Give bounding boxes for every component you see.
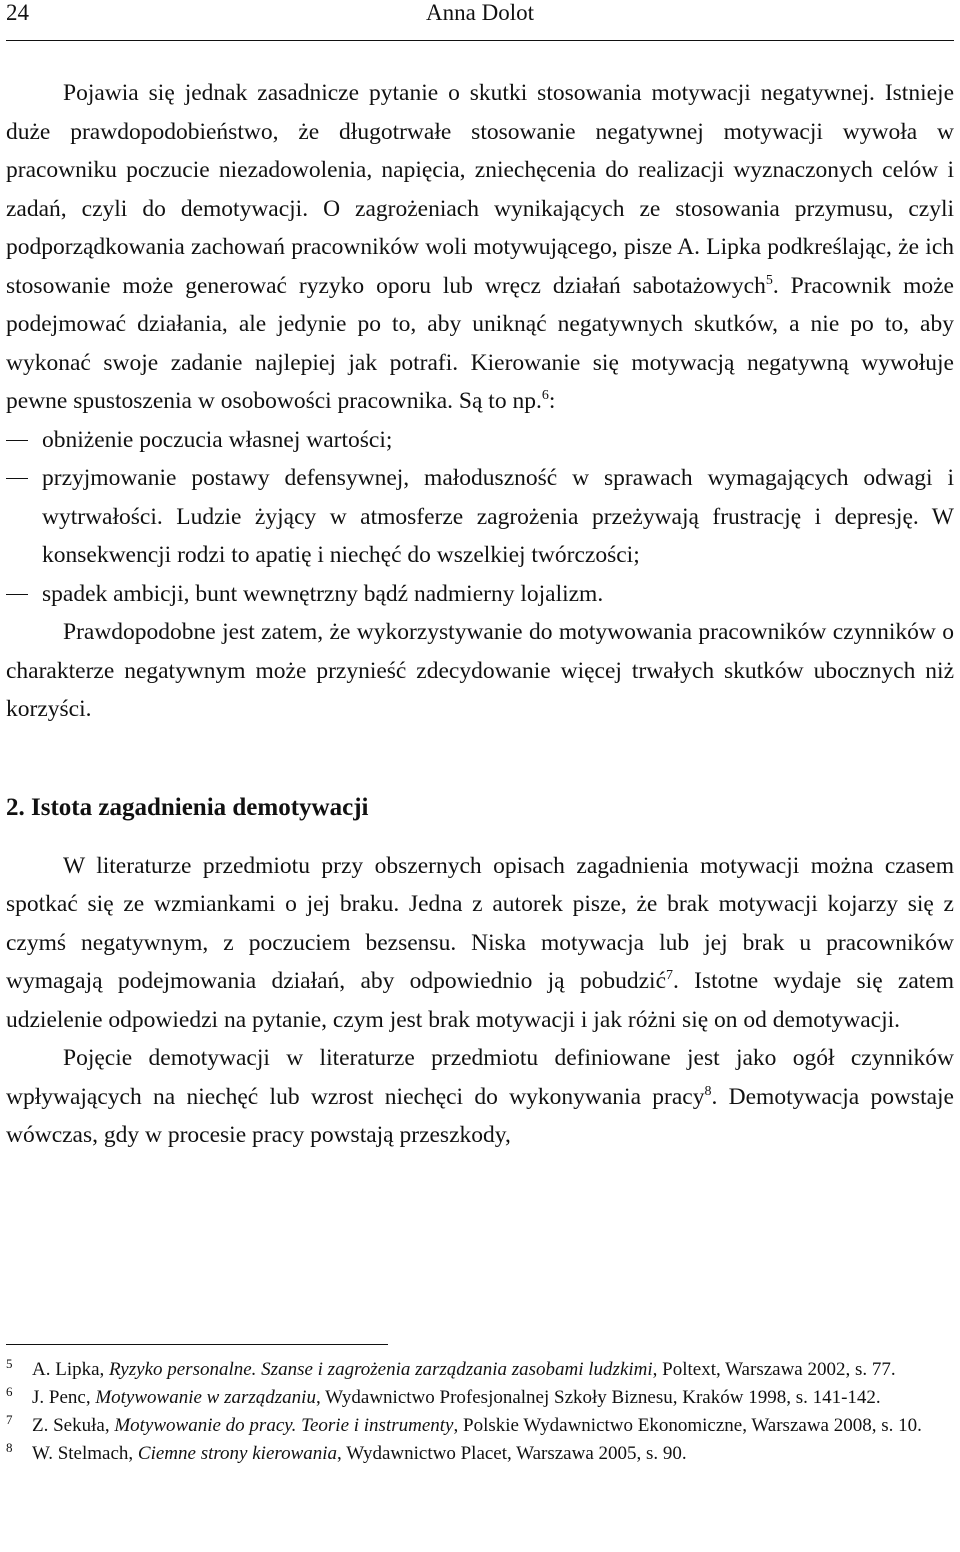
footnote-ref-6[interactable]: 6 <box>541 388 549 403</box>
running-header <box>6 0 954 41</box>
effects-list <box>6 421 954 614</box>
footnote-author: J. Penc, <box>32 1387 96 1408</box>
footnote-title: Motywowanie w zarządzaniu <box>95 1387 316 1408</box>
footnote-ref-7[interactable]: 7 <box>666 968 674 983</box>
footnote-author: Z. Sekuła, <box>32 1415 115 1436</box>
footnote-number: 7 <box>6 1412 13 1427</box>
paragraph-definition <box>6 1039 954 1155</box>
footnote <box>6 1384 954 1412</box>
paragraph-text: Pojęcie demotywacji w literaturze przedmiotu definiowane jest jako ogół czynników wpływających na niechęć lub wzrost niechęci do wykonywania pracy <box>6 1045 954 1110</box>
dash-bullet-icon <box>6 440 28 441</box>
running-head-author: Anna Dolot <box>426 0 534 25</box>
footnote-number: 6 <box>6 1384 13 1399</box>
footnote-publisher: , Poltext, Warszawa 2002, s. 77. <box>652 1359 896 1380</box>
footnote <box>6 1412 954 1440</box>
paragraph-text: . Demotywacja powstaje wówczas, gdy w procesie pracy powstają przeszkody, <box>6 1083 954 1148</box>
footnote-title: Motywowanie do pracy. Teorie i instrumenty <box>114 1415 454 1436</box>
footnote-number: 5 <box>6 1356 13 1371</box>
section-heading: 2. Istota zagadnienia demotywacji <box>6 793 369 821</box>
footnote-publisher: , Wydawnictwo Profesjonalnej Szkoły Biznesu, Kraków 1998, s. 141-142. <box>315 1387 881 1408</box>
paragraph-text: . Istotne wydaje się zatem udzielenie odpowiedzi na pytanie, czym jest brak motywacji i jak różni się on od demotywacji. <box>6 968 954 1033</box>
paragraph-text: : <box>548 388 556 414</box>
page-number: 24 <box>6 0 29 25</box>
footnote <box>6 1440 954 1468</box>
list-item-text: obniżenie poczucia własnej wartości; <box>42 426 393 453</box>
footnote-publisher: , Polskie Wydawnictwo Ekonomiczne, Warszawa 2008, s. 10. <box>453 1415 922 1436</box>
main-text <box>6 74 954 1155</box>
footnote-author: W. Stelmach, <box>32 1443 138 1464</box>
paragraph-negative-motivation <box>6 74 954 421</box>
paragraph-literature <box>6 847 954 1040</box>
list-item <box>6 421 954 460</box>
footnote-title: Ryzyko personalne. Szanse i zagrożenia zarządzania zasobami ludzkimi <box>109 1359 653 1380</box>
paragraph-text: Pojawia się jednak zasadnicze pytanie o skutki stosowania motywacji negatywnej. Istnieje duże prawdopodobieństwo, że długotrwałe stosowanie negatywnej motywacji wywoła w pracowniku poczucie niezadowolenia, napięcia, zniechęcenia do realizacji wyznaczonych celów i zadań, czyli do demotywacji. O zagrożeniach wynikających ze stosowania przymusu, czyli podporządkowania zachowań pracowników woli motywującego, pisze A. Lipka podkreślając, że ich stosowanie może generować ryzyko oporu lub wręcz działań sabotażowych <box>6 80 954 299</box>
paragraph-text: W literaturze przedmiotu przy obszernych opisach zagadnienia motywacji można czasem spotkać się ze wzmiankami o jej braku. Jedna z autorek pisze, że brak motywacji kojarzy się z czymś negatywnym, z poczuciem bezsensu. Niska motywacja lub jej brak u pracowników wymagają podejmowania działań, aby odpowiednio ją pobudzić <box>6 852 954 994</box>
dash-bullet-icon <box>6 594 28 595</box>
list-item <box>6 575 954 614</box>
footnote <box>6 1356 954 1384</box>
list-item-text: przyjmowanie postawy defensywnej, małoduszność w sprawach wymagających odwagi i wytrwałości. Ludzie żyjący w atmosferze zagrożenia przeżywają frustrację i depresję. W konsekwencji rodzi to apatię i niechęć do wszelkiej twórczości; <box>42 465 954 568</box>
footnote-author: A. Lipka, <box>32 1359 110 1380</box>
footnote-number: 8 <box>6 1440 13 1455</box>
paragraph-conclusion: Prawdopodobne jest zatem, że wykorzystywanie do motywowania pracowników czynników o charakterze negatywnym może przynieść zdecydowanie więcej trwałych skutków ubocznych niż korzyści. <box>6 619 954 722</box>
dash-bullet-icon <box>6 478 28 479</box>
footnotes <box>6 1356 954 1468</box>
paragraph-text: . Pracownik może podejmować działania, ale jedynie po to, aby uniknąć negatywnych skutków, a nie po to, aby wykonać swoje zadanie najlepiej jak potrafi. Kierowanie się motywacją negatywną wywołuje pewne spustoszenia w osobowości pracownika. Są to np. <box>6 272 954 414</box>
footnote-publisher: , Wydawnictwo Placet, Warszawa 2005, s. 90. <box>337 1443 687 1464</box>
footnote-ref-5[interactable]: 5 <box>765 272 773 288</box>
footnote-title: Ciemne strony kierowania <box>137 1443 338 1464</box>
footnote-separator <box>6 1344 388 1345</box>
list-item <box>6 459 954 575</box>
list-item-text: spadek ambicji, bunt wewnętrzny bądź nadmierny lojalizm. <box>42 580 604 607</box>
footnote-ref-8[interactable]: 8 <box>704 1083 712 1099</box>
